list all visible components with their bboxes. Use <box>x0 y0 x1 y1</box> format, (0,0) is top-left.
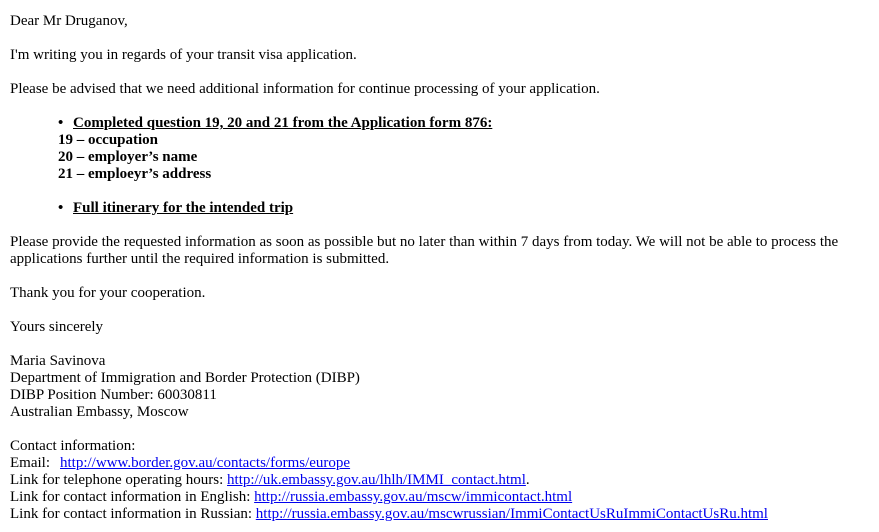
requirement-item-form <box>58 115 869 183</box>
contact-russian-line <box>10 506 869 523</box>
signature-position: DIBP Position Number: 60030811 <box>10 387 217 403</box>
advice-paragraph: Please be advised that we need additional information for continue processing of your application. <box>10 81 600 97</box>
requirement-heading: Full itinerary for the intended trip <box>73 200 294 216</box>
phone-suffix: . <box>525 472 530 488</box>
bullet-icon: • <box>58 200 64 216</box>
russian-label: Link for contact information in Russian: <box>10 506 256 522</box>
request-paragraph: Please provide the requested information as soon as possible but no later than within 7 days from today. We will not be able to process the applications further until the required information is submitted. <box>10 234 839 267</box>
english-label: Link for contact information in English: <box>10 489 255 505</box>
contact-english-line <box>10 489 869 506</box>
signature-department: Department of Immigration and Border Protection (DIBP) <box>10 370 360 386</box>
contact-title: Contact information: <box>10 438 136 454</box>
list-item <box>58 200 869 217</box>
requirement-subitem: 19 – occupation <box>58 132 159 148</box>
greeting: Dear Mr Druganov, <box>10 13 128 29</box>
closing: Yours sincerely <box>10 319 104 335</box>
english-contact-link[interactable]: http://russia.embassy.gov.au/mscw/immicontact.html <box>254 489 573 505</box>
intro-paragraph: I'm writing you in regards of your transit visa application. <box>10 47 357 63</box>
requirement-item-itinerary <box>58 200 869 217</box>
phone-hours-link[interactable]: http://uk.embassy.gov.au/lhlh/IMMI_contact.html <box>227 472 526 488</box>
contact-block <box>10 438 869 523</box>
bullet-icon: • <box>58 115 64 131</box>
signature-block <box>10 353 869 421</box>
signature-office: Australian Embassy, Moscow <box>10 404 189 420</box>
requirements-list <box>10 115 869 217</box>
requirement-subitem: 20 – employer’s name <box>58 149 198 165</box>
requirement-heading: Completed question 19, 20 and 21 from the Application form 876: <box>73 115 493 131</box>
phone-label: Link for telephone operating hours: <box>10 472 228 488</box>
contact-phone-line <box>10 472 869 489</box>
russian-contact-link[interactable]: http://russia.embassy.gov.au/mscwrussian/ImmiContactUsRuImmiContactUsRu.html <box>255 506 768 522</box>
list-item <box>58 115 869 132</box>
requirement-subitem: 21 – emploeyr’s address <box>58 166 212 182</box>
signature-name: Maria Savinova <box>10 353 106 369</box>
email-link[interactable]: http://www.border.gov.au/contacts/forms/europe <box>60 455 351 471</box>
contact-email-line <box>10 455 869 472</box>
email-label: Email: <box>10 455 50 471</box>
thanks-paragraph: Thank you for your cooperation. <box>10 285 206 301</box>
